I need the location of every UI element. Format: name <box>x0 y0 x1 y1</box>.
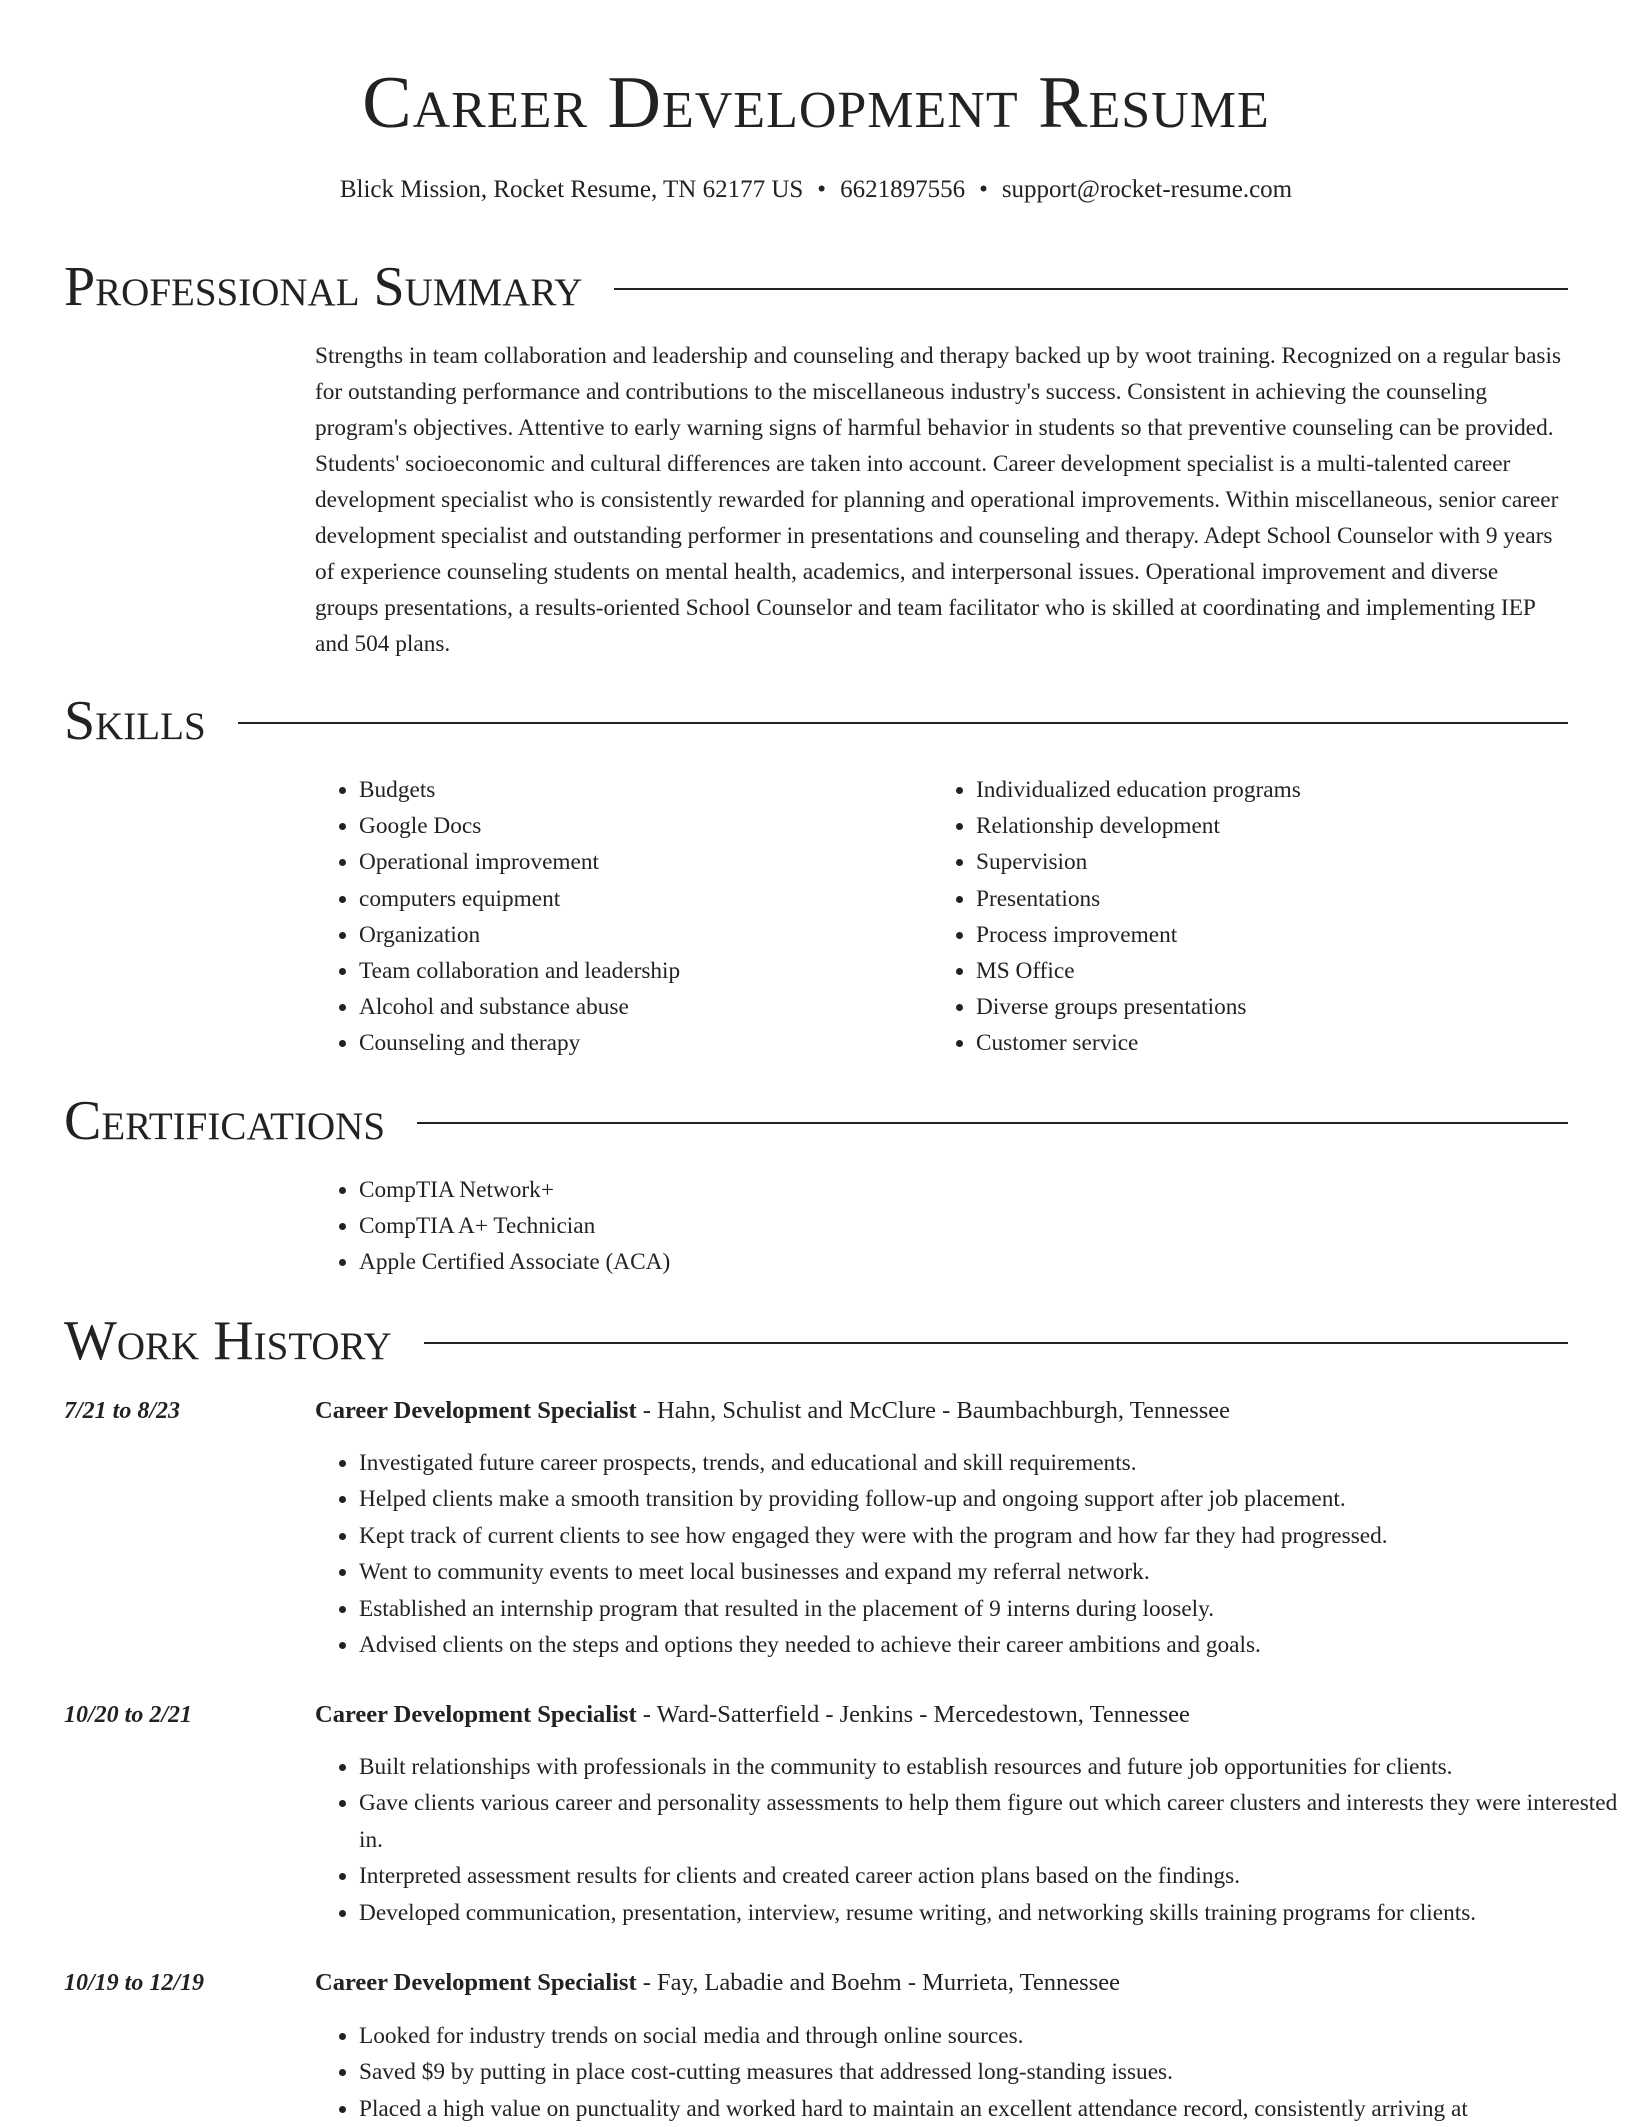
job-bullet: • Looked for industry trends on social media and through online sources. <box>359 2018 1619 2054</box>
job-role: Career Development Specialist <box>315 1969 637 1996</box>
section-divider <box>238 722 1568 724</box>
job-bullets <box>315 1749 1619 1931</box>
certification-item: • CompTIA A+ Technician <box>359 1208 1259 1244</box>
skill-item: • Budgets <box>359 772 919 808</box>
certifications-heading: Certifications <box>64 1090 386 1152</box>
skills-list-left <box>315 772 919 1062</box>
job-bullet: • Advised clients on the steps and options they needed to achieve their career ambitions and goals. <box>359 1627 1619 1663</box>
summary-text: Strengths in team collaboration and leadership and counseling and therapy backed up by woot training. Recognized on a regular basis for outstanding performance and contributions to the miscellaneous industry's success. Consistent in achieving the counseling program's objectives. Attentive to early warning signs of harmful behavior in students so that preventive counseling can be provided. Students' socioeconomic and cultural differences are taken into account. Career development specialist is a multi-talented career development specialist who is consistently rewarded for planning and operational improvements. Within miscellaneous, senior career development specialist and outstanding performer in presentations and counseling and therapy. Adept School Counselor with 9 years of experience counseling students on mental health, academics, and interpersonal issues. Operational improvement and diverse groups presentations, a results-oriented School Counselor and team facilitator who is skilled at coordinating and implementing IEP and 504 plans. <box>315 343 1562 657</box>
skills-list-right <box>932 772 1596 1062</box>
contact-separator: • <box>979 176 988 203</box>
job-bullet: • Developed communication, presentation, interview, resume writing, and networking skills training programs for clients. <box>359 1895 1619 1931</box>
skill-item: • Process improvement <box>976 917 1596 953</box>
skills-section-header <box>64 688 1568 754</box>
skill-item: • Alcohol and substance abuse <box>359 989 919 1025</box>
skill-item: • Team collaboration and leadership <box>359 953 919 989</box>
skill-item: • Supervision <box>976 844 1596 880</box>
contact-line <box>0 173 1632 207</box>
job-bullet: • Went to community events to meet local businesses and expand my referral network. <box>359 1554 1619 1590</box>
skill-item: • Relationship development <box>976 808 1596 844</box>
job-heading <box>315 1698 1190 1732</box>
job-bullet: • Established an internship program that resulted in the placement of 9 interns during loosely. <box>359 1591 1619 1627</box>
job-heading <box>315 1966 1120 2000</box>
certifications-list <box>315 1172 1259 1281</box>
skill-item: • Google Docs <box>359 808 919 844</box>
job-bullets <box>315 2018 1619 2127</box>
contact-address: Blick Mission, Rocket Resume, TN 62177 US <box>339 176 804 203</box>
job-bullet: • Built relationships with professionals in the community to establish resources and future job opportunities for clients. <box>359 1749 1619 1785</box>
job-employer: - Fay, Labadie and Boehm - Murrieta, Tennessee <box>636 1969 1120 1996</box>
contact-email: support@rocket-resume.com <box>1001 176 1293 203</box>
job-dates: 7/21 to 8/23 <box>64 1398 181 1424</box>
job-dates: 10/19 to 12/19 <box>64 1970 205 1996</box>
resume-title: Career Development Resume <box>362 62 1270 144</box>
skill-item: • Individualized education programs <box>976 772 1596 808</box>
certifications-section-header <box>64 1088 1568 1154</box>
work-history-heading: Work History <box>64 1310 392 1372</box>
skill-item: • Counseling and therapy <box>359 1025 919 1061</box>
section-divider <box>614 288 1568 290</box>
job-bullet: • Interpreted assessment results for clients and created career action plans based on the findings. <box>359 1858 1619 1894</box>
job-bullet: • Investigated future career prospects, trends, and educational and skill requirements. <box>359 1445 1619 1481</box>
job-heading <box>315 1394 1230 1428</box>
job-employer: - Hahn, Schulist and McClure - Baumbachburgh, Tennessee <box>636 1397 1231 1424</box>
job-bullet: • Kept track of current clients to see how engaged they were with the program and how far they had progressed. <box>359 1518 1619 1554</box>
skill-item: • Customer service <box>976 1025 1596 1061</box>
skill-item: • Presentations <box>976 881 1596 917</box>
skill-item: • computers equipment <box>359 881 919 917</box>
skill-item: • Operational improvement <box>359 844 919 880</box>
certification-item: • Apple Certified Associate (ACA) <box>359 1244 1259 1280</box>
job-dates: 10/20 to 2/21 <box>64 1702 193 1728</box>
contact-separator: • <box>817 176 827 203</box>
section-divider <box>417 1122 1568 1124</box>
skills-heading: Skills <box>64 690 206 752</box>
skill-item: • MS Office <box>976 953 1596 989</box>
job-bullet: • Gave clients various career and personality assessments to help them figure out which career clusters and interests they were interested in. <box>359 1785 1619 1858</box>
job-bullet: • Saved $9 by putting in place cost-cutting measures that addressed long-standing issues. <box>359 2054 1619 2090</box>
skill-item: • Diverse groups presentations <box>976 989 1596 1025</box>
job-bullet: • Placed a high value on punctuality and worked hard to maintain an excellent attendance record, consistently arriving at <box>359 2091 1619 2127</box>
job-employer: - Ward-Satterfield - Jenkins - Mercedestown, Tennessee <box>636 1701 1190 1728</box>
contact-phone: 6621897556 <box>840 176 966 203</box>
job-role: Career Development Specialist <box>315 1701 637 1728</box>
certification-item: • CompTIA Network+ <box>359 1172 1259 1208</box>
job-bullets <box>315 1445 1619 1663</box>
summary-section-header <box>64 254 1568 320</box>
work-history-section-header <box>64 1308 1568 1374</box>
summary-heading: Professional Summary <box>64 256 583 318</box>
section-divider <box>424 1342 1568 1344</box>
job-bullet: • Helped clients make a smooth transition by providing follow-up and ongoing support after job placement. <box>359 1481 1619 1517</box>
job-role: Career Development Specialist <box>315 1397 637 1424</box>
skill-item: • Organization <box>359 917 919 953</box>
